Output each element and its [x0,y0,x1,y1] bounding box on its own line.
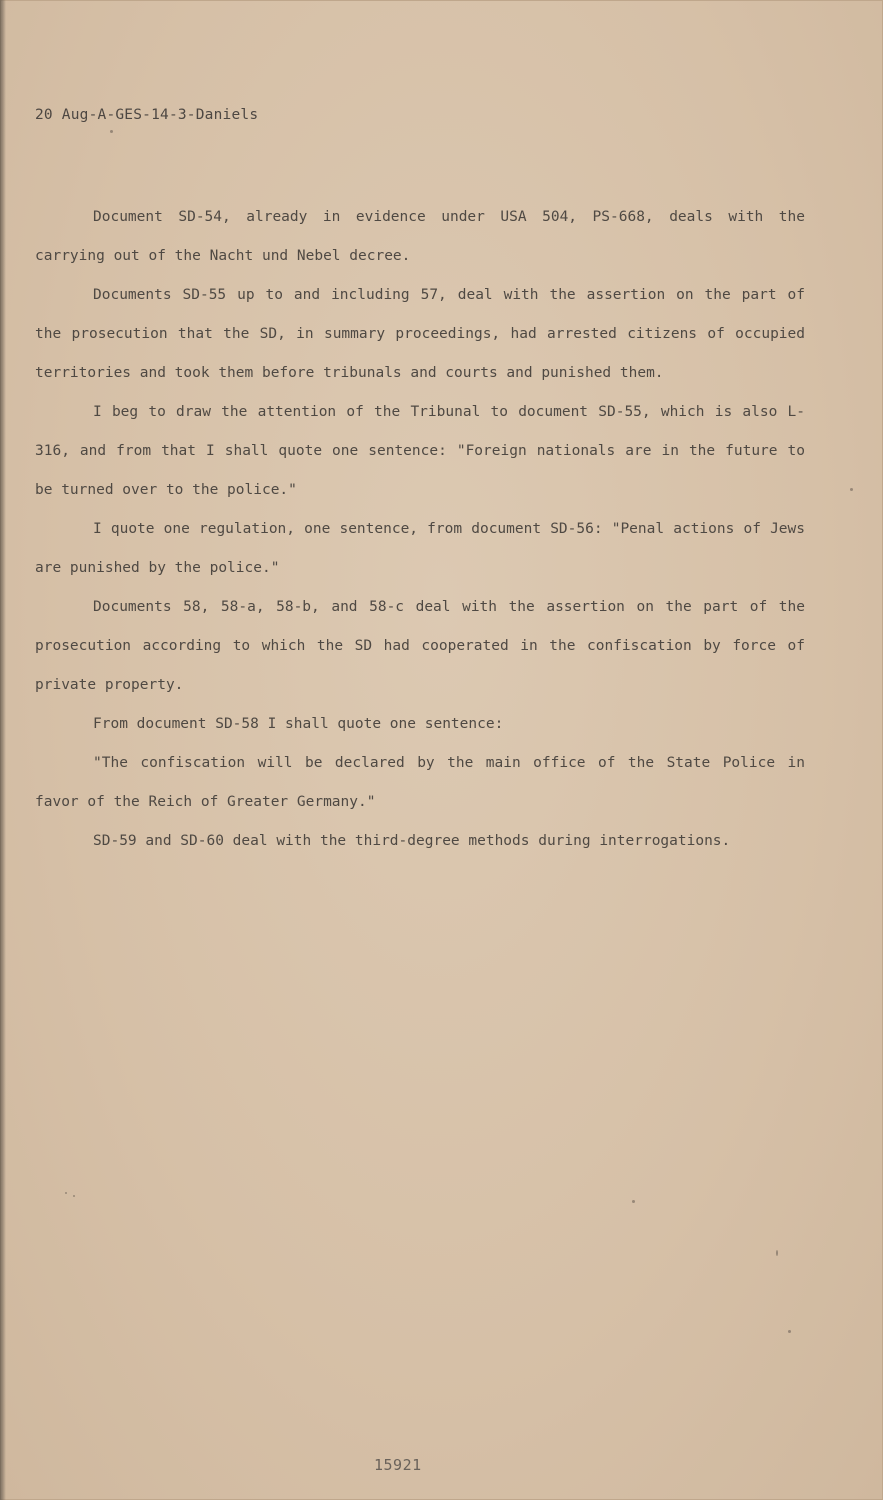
paragraph-6: From document SD-58 I shall quote one sentence: [93,716,504,732]
paragraph-7: "The confiscation will be declared by the main office of the State Police in favor of the Reich of Greater Germany." [35,755,805,810]
paper-speck [73,1195,75,1197]
paper-speck [110,130,113,133]
paper-speck [850,488,853,491]
paragraph-2: Documents SD-55 up to and including 57, deal with the assertion on the part of the prosecution that the SD, in summary proceedings, had arrested citizens of occupied territories and took them before tribunals and courts and punished them. [35,287,805,381]
paper-speck [632,1200,635,1203]
paper-speck [65,1192,67,1194]
paper-speck [788,1330,791,1333]
paragraph-1: Document SD-54, already in evidence under USA 504, PS-668, deals with the carrying out of the Nacht und Nebel decree. [35,209,805,264]
document-body [35,198,805,861]
page-binding-edge [0,0,6,1500]
page-number: 15921 [374,1456,422,1474]
paragraph-8: SD-59 and SD-60 deal with the third-degree methods during interrogations. [93,833,731,849]
paper-speck [776,1250,778,1256]
paragraph-3: I beg to draw the attention of the Tribunal to document SD-55, which is also L-316, and from that I shall quote one sentence: "Foreign nationals are in the future to be turned over to the police." [35,404,805,498]
paragraph-5: Documents 58, 58-a, 58-b, and 58-c deal with the assertion on the part of the prosecution according to which the SD had cooperated in the confiscation by force of private property. [35,599,805,693]
document-header: 20 Aug-A-GES-14-3-Daniels [35,107,259,123]
paragraph-4: I quote one regulation, one sentence, from document SD-56: "Penal actions of Jews are punished by the police." [35,521,805,576]
